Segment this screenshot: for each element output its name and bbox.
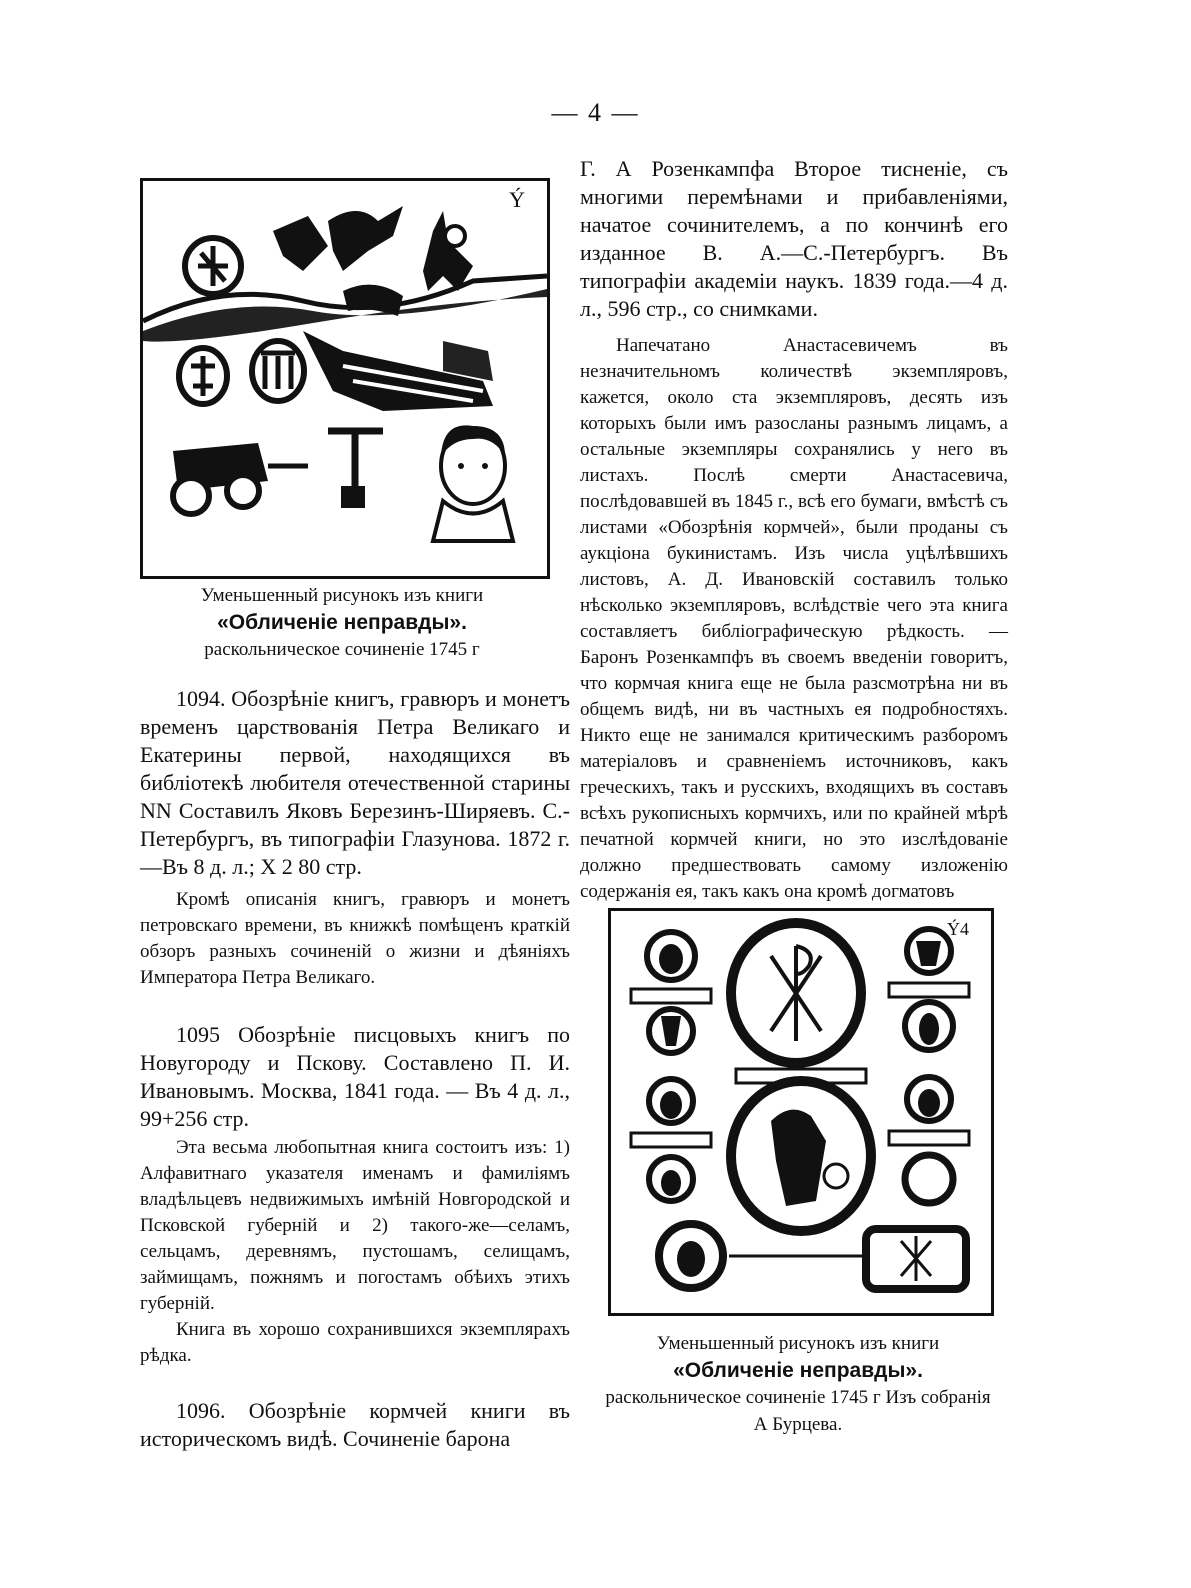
top-engraving-corner-mark: Ý [509,187,525,212]
note-1094: Кромѣ описанiя книгъ, гравюръ и монетъ петровскаго времени, въ книжкѣ помѣщенъ краткiй обзоръ разныхъ сочиненiй о жизни и дѣянiяхъ Императора Петра Великаго. [140,889,570,988]
left-column [140,685,570,1453]
page-number: — 4 — [551,98,640,127]
right-column [580,155,1008,905]
entry-1095: 1095 Обозрѣнiе писцовыхъ книгъ по Новугороду и Пскову. Составлено П. И. Ивановымъ. Москва, 1841 года. — Въ 4 д. л., 99+256 стр. [140,1022,570,1131]
entry-1096: 1096. Обозрѣнiе кормчей книги въ историческомъ видѣ. Сочиненiе барона [140,1398,570,1451]
entry-1096-continued: Г. А Розенкампфа Второе тисненiе, съ многими перемѣнами и прибавленiями, начатое сочинителемъ, а по кончинѣ его изданное В. А.—С.-Петербургъ. Въ типографiи академiи наукъ. 1839 года.—4 д. л., 596 стр., со снимками. [580,156,1008,321]
top-caption-line1: Уменьшенный рисунокъ изъ книги [200,585,484,606]
entry-1094: 1094. Обозрѣнiе книгъ, гравюръ и монетъ временъ царствованiя Петра Великаго и Екатерины первой, находящихся въ библiотекѣ любителя отечественной старины NN Составилъ Яковъ Березинъ-Ширяевъ. С.-Петербургъ, въ типографiи Глазунова. 1872 г.—Въ 8 д. л.; X 2 80 стр. [140,686,570,879]
bottom-engraving [608,908,994,1316]
note-1095-a: Эта весьма любопытная книга состоитъ изъ: 1) Алфавитнаго указателя именамъ и фамилiямъ владѣльцевъ недвижимыхъ имѣнiй Новгородской и Псковской губернiй и 2) такого-же—селамъ, сельцамъ, деревнямъ, пустошамъ, селищамъ, займищамъ, пожнямъ и погостамъ обѣихъ этихъ губернiй. [140,1137,570,1314]
bottom-caption-line1: Уменьшенный рисунокъ изъ книги [656,1333,940,1354]
note-1096: Напечатано Анастасевичемъ въ незначительномъ количествѣ экземпляровъ, кажется, около ста экземпляровъ, десять изъ которыхъ были имъ разосланы разнымъ лицамъ, а остальные экземпляры сохранялись у него въ листахъ. Послѣ смерти Анастасевича, послѣдовавшей въ 1845 г., всѣ его бумаги, вмѣстѣ съ листами «Обозрѣнiя кормчей», были проданы съ аукцiона букинистамъ. Изъ числа уцѣлѣвшихъ листовъ, А. Д. Ивановскiй составилъ только нѣсколько экземпляровъ, вслѣдствiе чего эта книга составляетъ библiографическую рѣдкость. — Баронъ Розенкампфъ въ своемъ введенiи говоритъ, что кормчая книга еще не была разсмотрѣна ни въ общемъ видѣ, ни въ частныхъ ея подробностяхъ. Никто еще не занимался критическимъ разборомъ матерiаловъ и сравненiемъ источниковъ, какъ греческихъ, такъ и русскихъ, входящихъ въ составъ всѣхъ рукописныхъ кормчихъ, или по крайней мѣрѣ печатной кормчей книги, но это изслѣдованiе должно предшествовать самому изложенiю содержанiя ея, такъ какъ она кромѣ догматовъ [580,335,1008,902]
top-figure-caption [140,582,544,663]
bottom-engraving-illustration [611,911,991,1313]
bottom-caption-line3: раскольническое сочиненiе 1745 г Изъ собранiя А Бурцева. [605,1387,991,1435]
note-1095-b: Книга въ хорошо сохранившихся экземплярахъ рѣдка. [140,1319,570,1366]
top-caption-line3: раскольническое сочиненiе 1745 г [204,639,480,660]
top-caption-title: «Обличенiе неправды». [217,611,467,634]
bottom-caption-title: «Обличенiе неправды». [673,1359,923,1382]
top-engraving-illustration [143,181,547,576]
top-engraving [140,178,550,579]
bottom-engraving-corner-mark: Ý4 [947,919,969,939]
bottom-figure-caption [598,1330,998,1438]
